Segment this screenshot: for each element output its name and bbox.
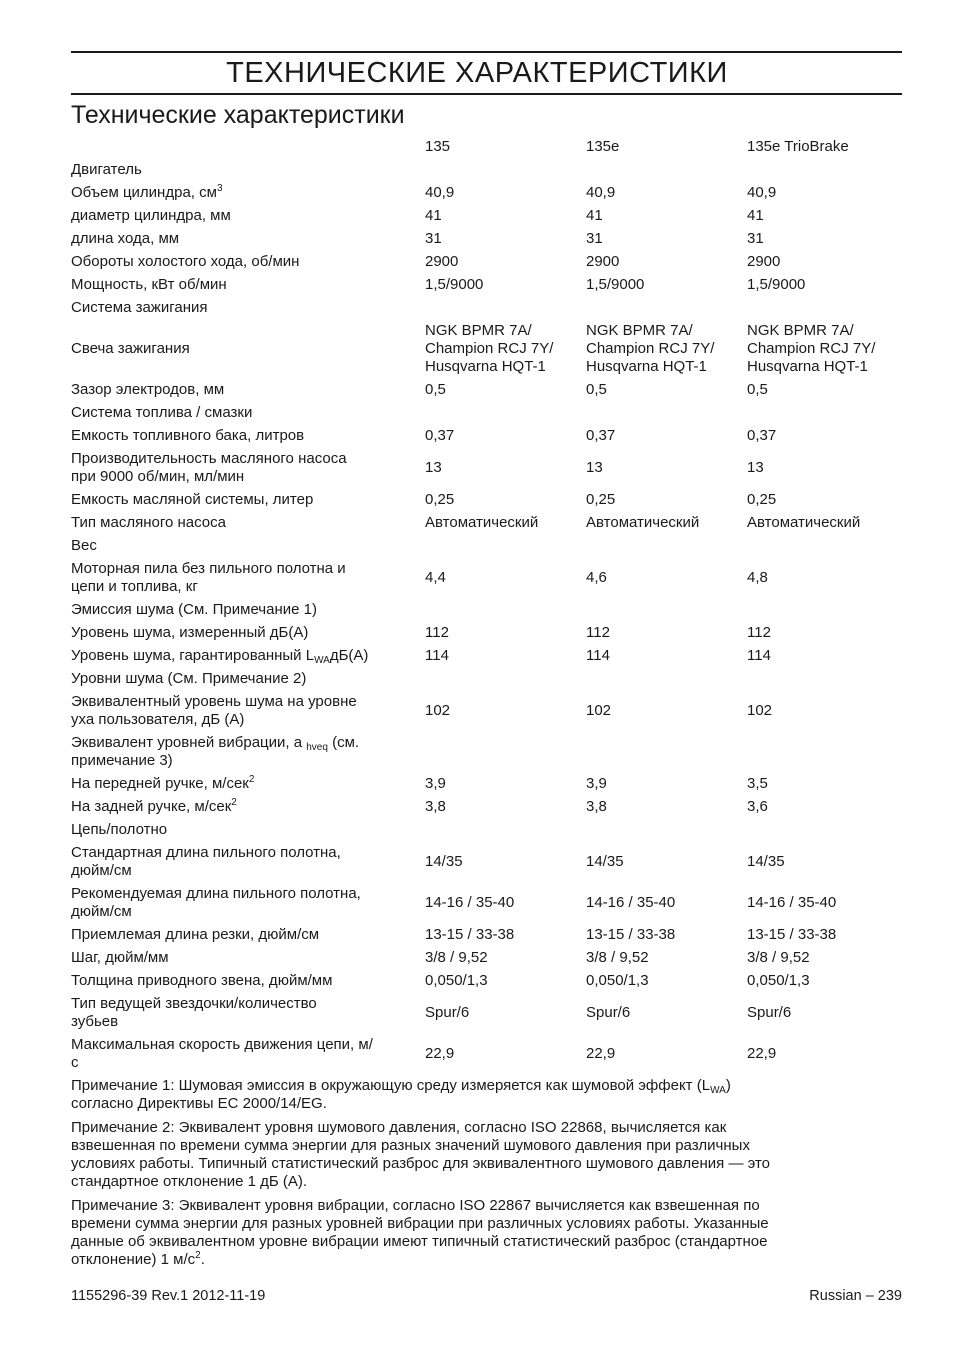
row-label-text: Мощность, кВт об/мин [71, 275, 227, 293]
column-header-row [71, 135, 902, 158]
row-label [71, 230, 425, 248]
row-label-text: Толщина приводного звена, дюйм/мм [71, 971, 333, 989]
row-value: 3,6 [747, 797, 768, 815]
row-label-text: Рекомендуемая длина пильного полотна, дюйм/см [71, 884, 361, 920]
note-3 [71, 1197, 905, 1269]
row-value: 41 [425, 206, 442, 224]
row-value: Spur/6 [425, 1003, 470, 1021]
row-value: Spur/6 [747, 1003, 792, 1021]
row-label-text: Емкость масляной системы, литер [71, 490, 314, 508]
note-3-text-a: Примечание 3: Эквивалент уровня вибрации, согласно ISO 22867 вычисляется как взвешенная по времени сумма энергии для разных уровней вибрации при различных условиях работы. Указанные данные об эквивалентном уровне вибрации имеют типичный статистический разброс (стандартное отклонение) 1 м/с [71, 1197, 769, 1268]
row-value: 2900 [747, 252, 781, 270]
row-label [71, 161, 425, 179]
row-label [71, 844, 425, 880]
table-row [71, 841, 902, 882]
table-row [71, 227, 902, 250]
row-value: 13 [425, 458, 442, 476]
row-label [71, 926, 425, 944]
row-value: Автоматический [747, 513, 861, 531]
table-row [71, 557, 902, 598]
row-label-text: Шаг, дюйм/мм [71, 948, 169, 966]
row-value: 14/35 [425, 852, 463, 870]
row-label [71, 949, 425, 967]
row-value: 102 [747, 701, 773, 719]
row-label-text: Уровень шума, гарантированный L [71, 646, 315, 664]
row-value: 22,9 [586, 1044, 616, 1062]
table-row [71, 731, 902, 772]
row-value: NGK BPMR 7A/ Champion RCJ 7Y/ Husqvarna HQT-1 [747, 321, 876, 375]
row-value: 0,5 [586, 380, 607, 398]
row-label-superscript: 2 [231, 796, 237, 808]
row-label-text: Эквивалентный уровень шума на уровне уха пользователя, дБ (А) [71, 692, 357, 728]
row-value: Автоматический [425, 513, 539, 531]
row-value: 0,5 [425, 380, 446, 398]
row-label-superscript: 2 [248, 773, 255, 785]
row-label-text: Стандартная длина пильного полотна, дюйм/см [71, 843, 341, 879]
table-row [71, 319, 902, 378]
row-label [71, 207, 425, 225]
row-label [71, 184, 425, 202]
row-label [71, 693, 425, 729]
note-1-subscript: WA [710, 1085, 726, 1096]
row-value: 0,5 [747, 380, 768, 398]
row-value: 112 [425, 623, 449, 641]
page-number: Russian – 239 [809, 1288, 902, 1304]
row-label-text: длина хода, мм [71, 229, 180, 247]
row-value: 102 [425, 701, 451, 719]
row-value: 40,9 [747, 183, 777, 201]
row-label-text: диаметр цилиндра, мм [71, 206, 231, 224]
row-value: 40,9 [586, 183, 616, 201]
row-label [71, 670, 425, 688]
row-label [71, 995, 425, 1031]
table-row [71, 424, 902, 447]
row-value: 13 [747, 458, 764, 476]
row-value: 14/35 [747, 852, 785, 870]
row-label-text: Цепь/полотно [71, 820, 168, 838]
row-value: 3,8 [425, 797, 446, 815]
row-value: 0,050/1,3 [586, 971, 649, 989]
table-row [71, 969, 902, 992]
row-label-text: Уровень шума, измеренный дБ(A) [71, 623, 309, 641]
row-value: 40,9 [425, 183, 455, 201]
row-label-text: Тип ведущей звездочки/количество зубьев [71, 994, 317, 1030]
row-value: 31 [425, 229, 442, 247]
row-value: 112 [586, 623, 610, 641]
row-value: 0,25 [586, 490, 616, 508]
row-value: 4,8 [747, 568, 768, 586]
row-label-suffix: дБ(A) [329, 646, 369, 664]
row-label-text: Емкость топливного бака, литров [71, 426, 305, 444]
banner-bottom-rule [71, 93, 902, 95]
row-value: 102 [586, 701, 612, 719]
document-id: 1155296-39 Rev.1 2012-11-19 [71, 1288, 266, 1304]
row-value: 13-15 / 33-38 [747, 925, 837, 943]
column-header-135e-triobrake: 135e TrioBrake [747, 137, 849, 155]
row-value: 0,050/1,3 [425, 971, 488, 989]
notes-section [71, 1077, 905, 1275]
table-row [71, 158, 902, 181]
row-label [71, 775, 425, 793]
row-value: 3,8 [586, 797, 607, 815]
row-label-text: Объем цилиндра, см [71, 183, 217, 201]
note-3-superscript: 2 [195, 1250, 201, 1261]
row-label-text: На передней ручке, м/сек [71, 774, 249, 792]
row-label-text: Приемлемая длина резки, дюйм/см [71, 925, 320, 943]
table-row [71, 882, 902, 923]
row-label-text: На задней ручке, м/сек [71, 797, 232, 815]
table-row [71, 772, 902, 795]
column-header-135: 135 [425, 137, 451, 155]
row-value: 4,4 [425, 568, 446, 586]
row-label [71, 885, 425, 921]
row-label-superscript: 3 [216, 182, 223, 194]
row-value: 1,5/9000 [425, 275, 484, 293]
row-label-text: Моторная пила без пильного полотна и цепи и топлива, кг [71, 559, 346, 595]
row-label [71, 1036, 425, 1072]
row-value: 112 [747, 623, 771, 641]
note-3-text-b: . [200, 1251, 205, 1268]
row-value: 13-15 / 33-38 [425, 925, 515, 943]
row-value: 3,9 [425, 774, 446, 792]
table-row [71, 818, 902, 841]
table-row [71, 923, 902, 946]
table-row [71, 690, 902, 731]
row-label-suffix: (см. примечание 3) [71, 733, 360, 769]
table-row [71, 447, 902, 488]
column-header-135e: 135e [586, 137, 620, 155]
row-value: 4,6 [586, 568, 607, 586]
row-label [71, 514, 425, 532]
table-row [71, 644, 902, 667]
row-label-text: Обороты холостого хода, об/мин [71, 252, 300, 270]
table-row [71, 250, 902, 273]
row-label-text: Тип масляного насоса [71, 513, 226, 531]
row-value: 114 [586, 646, 610, 664]
row-label [71, 560, 425, 596]
row-value: Spur/6 [586, 1003, 631, 1021]
table-row [71, 534, 902, 557]
row-label [71, 537, 425, 555]
table-row [71, 667, 902, 690]
table-row [71, 273, 902, 296]
row-label-text: Эмиссия шума (См. Примечание 1) [71, 600, 317, 618]
row-value: 41 [747, 206, 764, 224]
row-label [71, 253, 425, 271]
row-label [71, 972, 425, 990]
table-row [71, 401, 902, 424]
table-row [71, 181, 902, 204]
table-row [71, 598, 902, 621]
row-value: 2900 [425, 252, 459, 270]
table-row [71, 378, 902, 401]
row-label [71, 624, 425, 642]
row-label-text: Двигатель [71, 160, 142, 178]
row-value: 0,37 [425, 426, 455, 444]
row-label-text: Уровни шума (См. Примечание 2) [71, 669, 307, 687]
row-label [71, 276, 425, 294]
row-value: NGK BPMR 7A/ Champion RCJ 7Y/ Husqvarna HQT-1 [586, 321, 715, 375]
row-label [71, 821, 425, 839]
row-value: 0,050/1,3 [747, 971, 810, 989]
row-value: 114 [747, 646, 771, 664]
row-value: 13-15 / 33-38 [586, 925, 676, 943]
row-value: 1,5/9000 [586, 275, 645, 293]
row-value: 14-16 / 35-40 [586, 893, 676, 911]
row-value: 3,9 [586, 774, 607, 792]
row-label-text: Производительность масляного насоса при 9000 об/мин, мл/мин [71, 449, 347, 485]
row-value: 3,5 [747, 774, 768, 792]
row-label [71, 381, 425, 399]
section-title: Технические характеристики [71, 101, 405, 129]
row-value: 14-16 / 35-40 [747, 893, 837, 911]
note-2: Примечание 2: Эквивалент уровня шумового давления, согласно ISO 22868, вычисляется как взвешенная по времени сумма энергии для разных значений шумового давления при различных условиях работы. Типичный статистический разброс для эквивалентного шумового давления — это стандартное отклонение 1 дБ (А). [71, 1119, 770, 1190]
row-label-subscript: hveq [306, 741, 328, 753]
row-value: 1,5/9000 [747, 275, 806, 293]
top-rule [71, 51, 902, 53]
row-value: 13 [586, 458, 603, 476]
note-1 [71, 1077, 905, 1113]
table-row [71, 296, 902, 319]
row-value: 14-16 / 35-40 [425, 893, 515, 911]
row-label [71, 427, 425, 445]
row-label-text: Эквивалент уровней вибрации, a [71, 733, 307, 751]
row-value: 0,37 [586, 426, 616, 444]
row-value: 3/8 / 9,52 [425, 948, 488, 966]
row-value: 41 [586, 206, 603, 224]
table-row [71, 621, 902, 644]
note-1-text-a: Примечание 1: Шумовая эмиссия в окружающую среду измеряется как шумовой эффект (L [71, 1077, 711, 1094]
row-value: 3/8 / 9,52 [586, 948, 649, 966]
row-label-text: Вес [71, 536, 97, 554]
row-value: 22,9 [747, 1044, 777, 1062]
row-label [71, 299, 425, 317]
banner-title: ТЕХНИЧЕСКИЕ ХАРАКТЕРИСТИКИ [226, 57, 728, 89]
note-1-text-b: ) согласно Директивы EC 2000/14/EG. [71, 1077, 731, 1112]
row-label [71, 450, 425, 486]
row-value: 0,25 [747, 490, 777, 508]
row-label [71, 601, 425, 619]
row-label [71, 404, 425, 422]
row-label [71, 798, 425, 816]
spec-rows [71, 158, 902, 1074]
row-value: 14/35 [586, 852, 624, 870]
row-value: 31 [747, 229, 764, 247]
row-label-text: Система топлива / смазки [71, 403, 253, 421]
table-row [71, 992, 902, 1033]
row-value: Автоматический [586, 513, 700, 531]
row-value: NGK BPMR 7A/ Champion RCJ 7Y/ Husqvarna HQT-1 [425, 321, 554, 375]
row-label-text: Зазор электродов, мм [71, 380, 225, 398]
table-row [71, 795, 902, 818]
table-row [71, 204, 902, 227]
table-row [71, 1033, 902, 1074]
row-label-text: Система зажигания [71, 298, 208, 316]
row-label [71, 734, 425, 770]
row-value: 114 [425, 646, 449, 664]
table-row [71, 488, 902, 511]
row-value: 0,37 [747, 426, 777, 444]
table-row [71, 946, 902, 969]
table-row [71, 511, 902, 534]
row-label-text: Свеча зажигания [71, 339, 190, 357]
spec-table [71, 135, 902, 1074]
row-label-text: Максимальная скорость движения цепи, м/ с [71, 1035, 373, 1071]
row-value: 31 [586, 229, 603, 247]
row-label-subscript: WA [314, 654, 330, 666]
row-value: 3/8 / 9,52 [747, 948, 810, 966]
row-value: 22,9 [425, 1044, 455, 1062]
row-label [71, 340, 425, 358]
row-value: 2900 [586, 252, 620, 270]
row-label [71, 647, 425, 665]
row-value: 0,25 [425, 490, 455, 508]
row-label [71, 491, 425, 509]
